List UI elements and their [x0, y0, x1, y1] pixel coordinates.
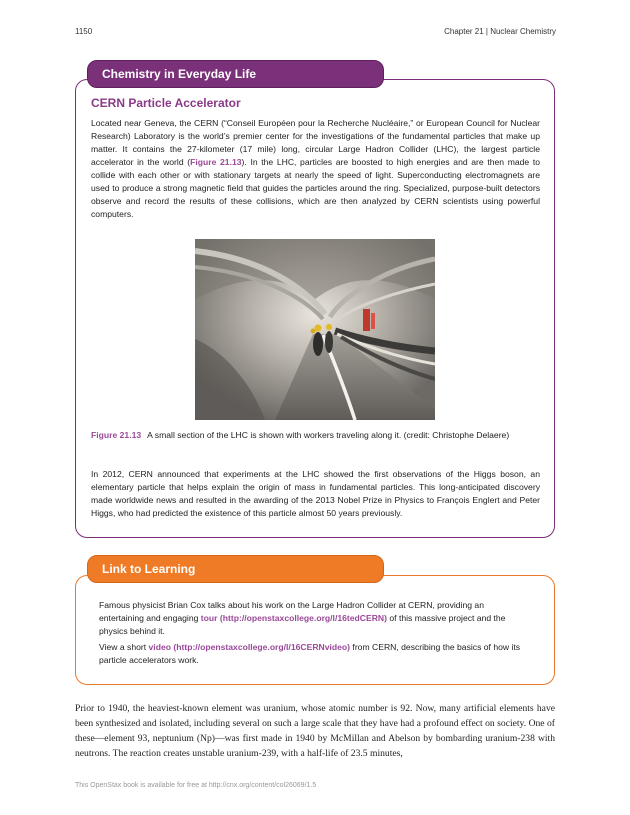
page-number: 1150 [75, 27, 93, 36]
body-paragraph: Prior to 1940, the heaviest-known element was uranium, whose atomic number is 92. Now, many artificial elements have been synthesized and isolated, including several on such a large scale that they have had a profound effect on society. One of these—element 93, neptunium (Np)—was first made in 1940 by McMillan and Abelson by bombarding uranium-238 with neutrons. The reaction creates unstable uranium-239, with a half-life of 23.5 minutes, [75, 703, 555, 759]
tour-link[interactable]: tour (http://openstaxcollege.org/l/16tedCERN) [200, 613, 387, 623]
video-text-a: View a short [99, 642, 149, 652]
video-link[interactable]: video (http://openstaxcollege.org/l/16CERNvideo) [148, 642, 351, 652]
tour-text-a: Famous physicist Brian Cox talks about his work on the Large Hadron Collider at CERN, providing an entertaining and engaging [99, 600, 484, 623]
feature-paragraph-intro [91, 117, 540, 221]
learning-paragraph-video [99, 641, 529, 667]
everyday-feature-tab: Chemistry in Everyday Life [87, 60, 384, 88]
caption-label: Figure 21.13 [91, 430, 142, 440]
intro-text-b: ). In the LHC, particles are boosted to high energies and are then made to collide with each other or with stationary targets at nearly the speed of light. Superconducting electromagnets are used to produce a strong magnetic field that guides the particles around the ring. Specialized, purpose-built detectors observe and record the results of these collisions, which are then analyzed by CERN scientists using powerful computers. [91, 157, 541, 219]
lhc-tunnel-photo [195, 239, 435, 420]
video-text-b: from CERN, describing the basics of how its particle accelerators work. [99, 642, 521, 665]
feature-title: CERN Particle Accelerator [91, 96, 241, 110]
learning-paragraph-tour [99, 599, 529, 638]
caption-text: A small section of the LHC is shown with workers traveling along it. (credit: Christophe Delaere) [147, 430, 510, 440]
figure-caption [91, 429, 540, 441]
running-header: Chapter 21 | Nuclear Chemistry [444, 27, 556, 36]
intro-text-a: Located near Geneva, the CERN (“Conseil Européen pour la Recherche Nucléaire,” or European Council for Nuclear Research) Laboratory is the world’s premier center for the investigations of the fundamental particles that make up matter. It contains the 27-kilometer (17 mile) long, circular Large Hadron Collider (LHC), the largest particle accelerator in the world ( [91, 118, 540, 167]
figure-link[interactable]: Figure 21.13 [190, 157, 242, 167]
page-footer: This OpenStax book is available for free at http://cnx.org/content/col26069/1.5 [75, 782, 317, 789]
feature-paragraph-higgs: In 2012, CERN announced that experiments at the LHC showed the first observations of the Higgs boson, an elementary particle that helps explain the origin of mass in fundamental particles. This long-anticipated discovery made worldwide news and resulted in the awarding of the 2013 Nobel Prize in Physics to François Englert and Peter Higgs, who had predicted the existence of this particle almost 50 years previously. [91, 469, 540, 518]
tour-text-b: of this massive project and the physics behind it. [99, 613, 506, 636]
link-to-learning-tab: Link to Learning [87, 555, 384, 583]
